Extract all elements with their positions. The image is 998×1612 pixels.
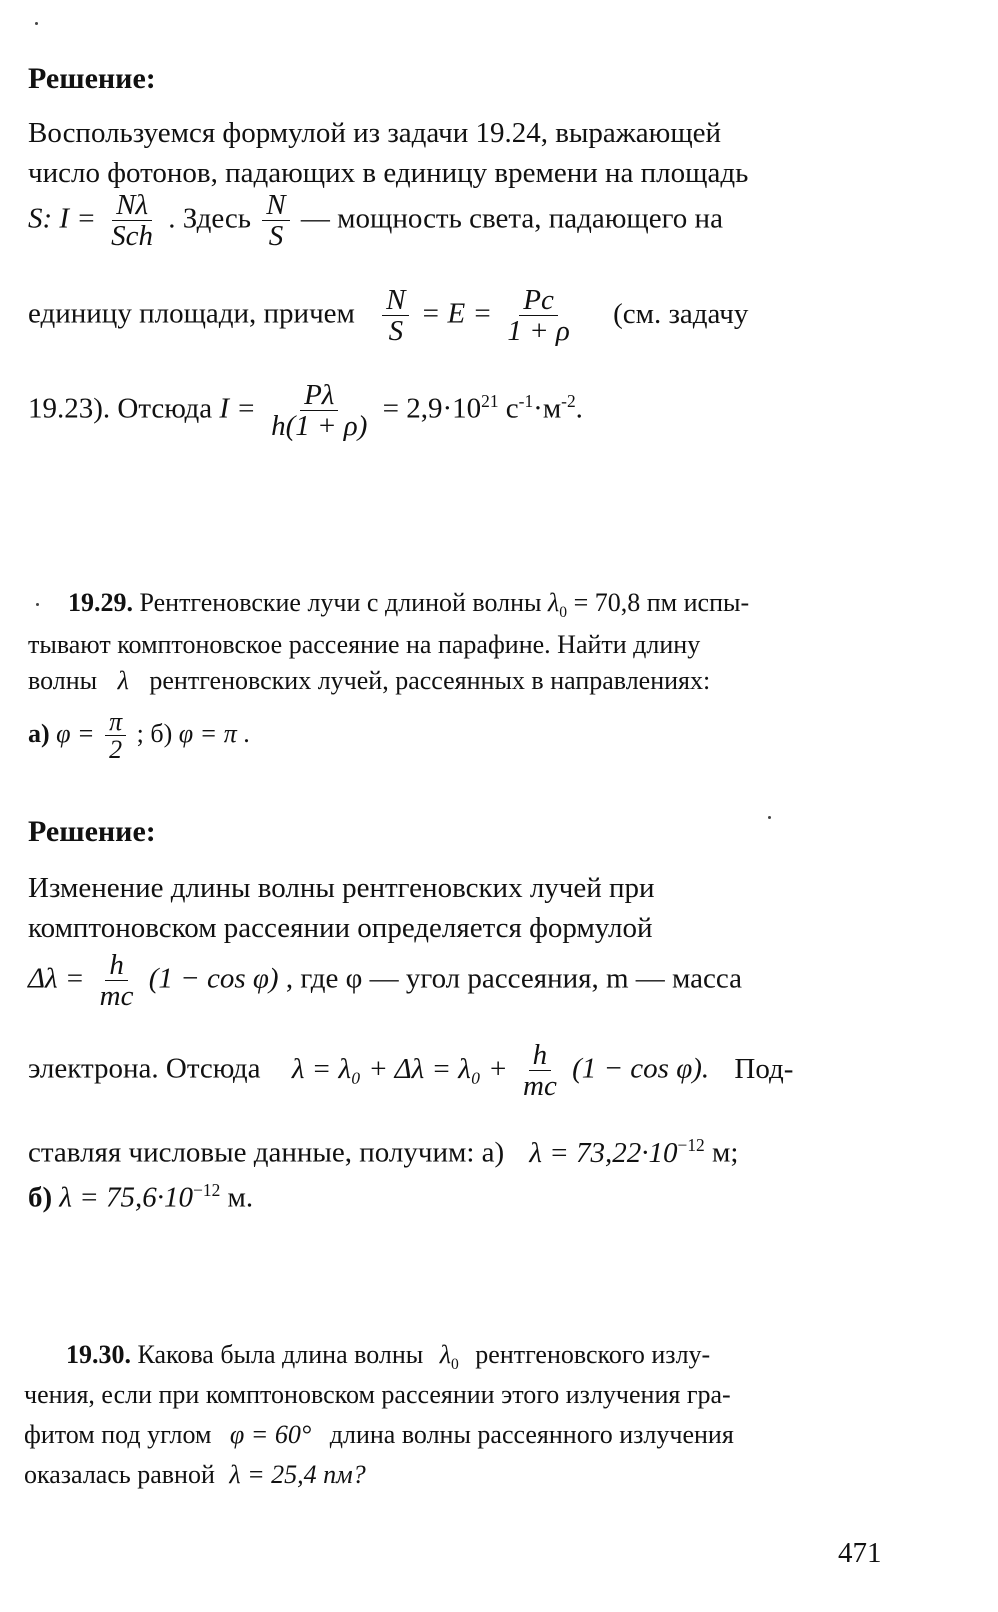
result-value: λ = 73,22·10 bbox=[529, 1136, 678, 1169]
problem-line bbox=[66, 1340, 710, 1374]
text-span: единицу площади, причем bbox=[28, 297, 355, 330]
fraction bbox=[105, 708, 126, 764]
fraction bbox=[519, 1040, 561, 1102]
var-i: I = bbox=[59, 202, 96, 235]
numerator: Pc bbox=[519, 285, 558, 316]
text-span: м. bbox=[227, 1181, 254, 1214]
var-i: I = bbox=[219, 392, 256, 425]
text-span: Воспользуемся формулой из задачи 19.24, выражающей bbox=[28, 117, 722, 149]
fraction bbox=[503, 285, 574, 347]
exponent: −12 bbox=[677, 1135, 705, 1155]
denominator: 2 bbox=[109, 735, 123, 765]
lambda-symbol: λ bbox=[439, 1340, 451, 1369]
lambda-symbol: λ bbox=[117, 666, 129, 695]
denominator: S bbox=[388, 315, 404, 348]
text-span: ставляя числовые данные, получим: а) bbox=[28, 1136, 505, 1169]
denominator: 1 + ρ bbox=[507, 315, 570, 348]
formula-line bbox=[28, 380, 583, 442]
denominator: h(1 + ρ) bbox=[271, 410, 368, 443]
text-span: длина волны рассеянного излучения bbox=[329, 1420, 734, 1449]
fraction bbox=[107, 190, 157, 252]
exponent: -2 bbox=[561, 390, 576, 411]
lambda-symbol: λ bbox=[548, 588, 560, 617]
var-s: S: bbox=[28, 202, 53, 235]
formula-line bbox=[28, 950, 742, 1012]
text-span: волны bbox=[28, 666, 98, 695]
page-number: 471 bbox=[838, 1537, 882, 1569]
text-span: электрона. Отсюда bbox=[28, 1052, 261, 1085]
text-span: 19.23). Отсюда bbox=[28, 392, 213, 425]
text-span: = 70,8 пм испы- bbox=[573, 588, 750, 617]
text-span: оказалась равной bbox=[24, 1460, 215, 1489]
result-value: λ = 25,4 пм? bbox=[229, 1460, 366, 1489]
formula-line bbox=[28, 190, 723, 252]
fraction bbox=[382, 285, 409, 347]
numerator: π bbox=[105, 708, 126, 736]
solution-heading: Решение: bbox=[28, 62, 156, 95]
text-line: тывают комптоновское рассеяние на парафине. Найти длину bbox=[28, 630, 701, 659]
numerator: N bbox=[382, 285, 409, 316]
exponent: 21 bbox=[481, 390, 499, 411]
print-speck bbox=[768, 816, 771, 819]
denominator: Sch bbox=[111, 220, 154, 253]
numerator: h bbox=[529, 1040, 552, 1071]
text-line: чения, если при комптоновском рассеянии этого излучения гра- bbox=[24, 1380, 731, 1409]
exponent: -1 bbox=[518, 390, 534, 411]
problem-number: 19.30. bbox=[66, 1340, 131, 1369]
numerator: Nλ bbox=[112, 190, 152, 221]
text-span: . Здесь bbox=[168, 202, 252, 235]
subscript: 0 bbox=[559, 604, 568, 622]
denominator: mc bbox=[99, 980, 134, 1013]
var-phi: φ = bbox=[56, 718, 95, 748]
text-span: Под- bbox=[734, 1052, 794, 1085]
text-span: (см. задачу bbox=[613, 297, 749, 330]
text-line bbox=[24, 1460, 366, 1490]
numerator: N bbox=[262, 190, 289, 221]
text-span: . bbox=[575, 392, 583, 425]
text-span: б) bbox=[28, 1181, 53, 1214]
result-value: = 2,9·10 bbox=[382, 392, 482, 425]
text-line bbox=[28, 117, 888, 150]
print-speck bbox=[36, 603, 39, 606]
text-span: фитом под углом bbox=[24, 1420, 212, 1449]
delta-lambda: Δλ = bbox=[28, 962, 85, 995]
text-span: рентгеновских лучей, рассеянных в направлениях: bbox=[149, 666, 711, 695]
text-span: = E = bbox=[420, 297, 493, 330]
formula-line bbox=[28, 285, 748, 347]
text-span: м; bbox=[712, 1136, 739, 1169]
formula-part: (1 − cos φ). bbox=[572, 1052, 710, 1085]
numerator: Pλ bbox=[300, 380, 338, 411]
fraction bbox=[96, 950, 138, 1012]
unit: с bbox=[505, 392, 519, 425]
formula-part: λ = λ₀ + Δλ = λ₀ + bbox=[291, 1052, 508, 1085]
formula-part: (1 − cos φ) bbox=[148, 962, 279, 995]
text-span: . bbox=[243, 718, 250, 748]
text-span: ; б) bbox=[136, 718, 173, 748]
text-line bbox=[28, 666, 710, 696]
fraction bbox=[267, 380, 371, 442]
exponent: −12 bbox=[193, 1180, 221, 1200]
denominator: mc bbox=[523, 1070, 557, 1103]
text-span: Рентгеновские лучи с длиной волны bbox=[139, 588, 542, 617]
fraction bbox=[262, 190, 289, 252]
var-phi: φ = 60° bbox=[229, 1420, 312, 1449]
problem-line bbox=[68, 588, 749, 622]
text-line bbox=[28, 1135, 738, 1170]
solution-heading: Решение: bbox=[28, 815, 156, 848]
var-phi: φ = π bbox=[178, 718, 237, 748]
result-value: λ = 75,6·10 bbox=[59, 1181, 194, 1214]
text-span: рентгеновского излу- bbox=[475, 1340, 711, 1369]
text-line bbox=[28, 1180, 253, 1215]
print-speck bbox=[35, 22, 38, 25]
formula-line bbox=[28, 1040, 793, 1102]
text-line: комптоновском рассеянии определяется формулой bbox=[28, 912, 653, 944]
denominator: S bbox=[268, 220, 284, 253]
text-span: , где φ — угол рассеяния, m — масса bbox=[285, 962, 743, 995]
text-span: Какова была длина волны bbox=[137, 1340, 424, 1369]
text-span: — мощность света, падающего на bbox=[300, 202, 723, 235]
unit: ·м bbox=[533, 392, 562, 425]
text-line bbox=[24, 1420, 734, 1450]
text-line: Изменение длины волны рентгеновских лучей при bbox=[28, 872, 655, 904]
numerator: h bbox=[105, 950, 128, 981]
problem-number: 19.29. bbox=[68, 588, 133, 617]
formula-line bbox=[28, 708, 250, 764]
text-line: число фотонов, падающих в единицу времени на площадь bbox=[28, 157, 749, 189]
text-span: а) bbox=[28, 718, 50, 748]
subscript: 0 bbox=[451, 1356, 459, 1374]
